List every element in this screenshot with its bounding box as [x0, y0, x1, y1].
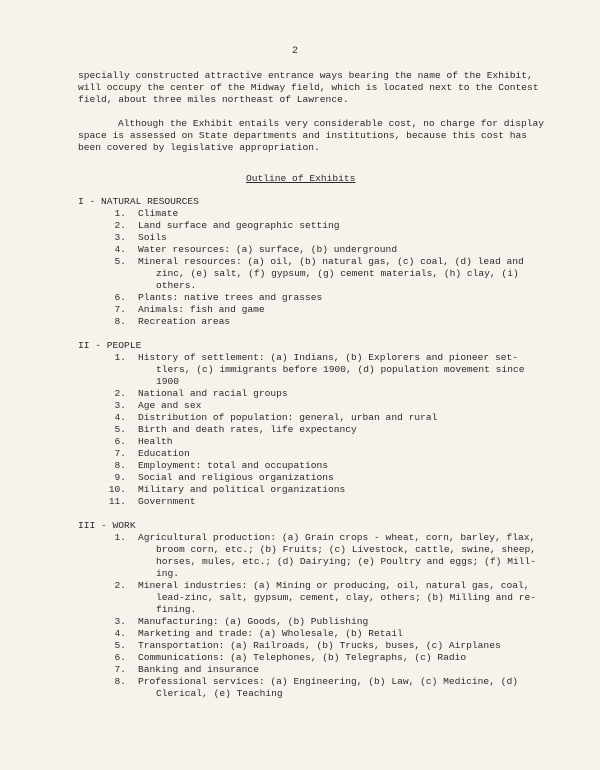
list-item: Mineral resources: (a) oil, (b) natural gas, (c) coal, (d) lead and — [138, 256, 524, 267]
list-item: History of settlement: (a) Indians, (b) Explorers and pioneer set- — [138, 352, 518, 363]
list-item-cont: Clerical, (e) Teaching — [156, 688, 283, 699]
list-item: Employment: total and occupations — [138, 460, 328, 471]
item-number: 4. — [114, 412, 126, 423]
item-number: 6. — [114, 652, 126, 663]
list-item: Birth and death rates, life expectancy — [138, 424, 357, 435]
item-number: 3. — [114, 232, 126, 243]
list-item: Distribution of population: general, urban and rural — [138, 412, 438, 423]
list-item-cont: broom corn, etc.; (b) Fruits; (c) Livestock, cattle, swine, sheep, — [156, 544, 536, 555]
list-item: Mineral industries: (a) Mining or producing, oil, natural gas, coal, — [138, 580, 530, 591]
item-number: 9. — [114, 472, 126, 483]
item-number: 11. — [108, 496, 126, 507]
item-number: 7. — [114, 448, 126, 459]
section-heading: II - PEOPLE — [78, 340, 142, 351]
list-item: Climate — [138, 208, 179, 219]
list-item: Plants: native trees and grasses — [138, 292, 323, 303]
outline-title: Outline of Exhibits — [246, 173, 356, 184]
list-item: Education — [138, 448, 190, 459]
item-number: 10. — [108, 484, 126, 495]
item-number: 5. — [114, 640, 126, 651]
intro-line: field, about three miles northeast of Lawrence. — [78, 94, 349, 105]
list-item: Communications: (a) Telephones, (b) Telegraphs, (c) Radio — [138, 652, 467, 663]
item-number: 1. — [114, 208, 126, 219]
list-item-cont: ing. — [156, 568, 180, 579]
item-number: 1. — [114, 532, 126, 543]
list-item: Land surface and geographic setting — [138, 220, 340, 231]
list-item: Banking and insurance — [138, 664, 259, 675]
item-number: 5. — [114, 256, 126, 267]
intro-line: will occupy the center of the Midway field, which is located next to the Contest — [78, 82, 539, 93]
intro-line: space is assessed on State departments and institutions, because this cost has — [78, 130, 528, 141]
item-number: 7. — [114, 304, 126, 315]
item-number: 3. — [114, 616, 126, 627]
item-number: 2. — [114, 220, 126, 231]
list-item: Soils — [138, 232, 167, 243]
list-item: Marketing and trade: (a) Wholesale, (b) Retail — [138, 628, 403, 639]
list-item-cont: tlers, (c) immigrants before 1900, (d) population movement since — [156, 364, 525, 375]
list-item: Social and religious organizations — [138, 472, 334, 483]
list-item: Animals: fish and game — [138, 304, 265, 315]
list-item: Recreation areas — [138, 316, 231, 327]
item-number: 8. — [114, 460, 126, 471]
list-item: Manufacturing: (a) Goods, (b) Publishing — [138, 616, 369, 627]
item-number: 8. — [114, 316, 126, 327]
list-item: Professional services: (a) Engineering, (b) Law, (c) Medicine, (d) — [138, 676, 518, 687]
list-item: Government — [138, 496, 196, 507]
item-number: 6. — [114, 436, 126, 447]
intro-line: Although the Exhibit entails very considerable cost, no charge for display — [118, 118, 545, 129]
list-item: Transportation: (a) Railroads, (b) Trucks, buses, (c) Airplanes — [138, 640, 501, 651]
list-item-cont: fining. — [156, 604, 197, 615]
list-item-cont: 1900 — [156, 376, 180, 387]
section-heading: I - NATURAL RESOURCES — [78, 196, 199, 207]
item-number: 5. — [114, 424, 126, 435]
item-number: 6. — [114, 292, 126, 303]
item-number: 1. — [114, 352, 126, 363]
list-item-cont: lead-zinc, salt, gypsum, cement, clay, others; (b) Milling and re- — [156, 592, 536, 603]
item-number: 4. — [114, 628, 126, 639]
section-heading: III - WORK — [78, 520, 136, 531]
list-item: Military and political organizations — [138, 484, 346, 495]
list-item-cont: zinc, (e) salt, (f) gypsum, (g) cement materials, (h) clay, (i) — [156, 268, 519, 279]
item-number: 3. — [114, 400, 126, 411]
list-item: Health — [138, 436, 173, 447]
item-number: 7. — [114, 664, 126, 675]
item-number: 2. — [114, 388, 126, 399]
intro-line: specially constructed attractive entrance ways bearing the name of the Exhibit, — [78, 70, 533, 81]
list-item: Agricultural production: (a) Grain crops - wheat, corn, barley, flax, — [138, 532, 536, 543]
item-number: 2. — [114, 580, 126, 591]
list-item: National and racial groups — [138, 388, 288, 399]
intro-line: been covered by legislative appropriation. — [78, 142, 320, 153]
list-item-cont: horses, mules, etc.; (d) Dairying; (e) Poultry and eggs; (f) Mill- — [156, 556, 536, 567]
list-item: Water resources: (a) surface, (b) underground — [138, 244, 398, 255]
item-number: 8. — [114, 676, 126, 687]
list-item: Age and sex — [138, 400, 202, 411]
page-number: 2 — [292, 46, 299, 57]
list-item-cont: others. — [156, 280, 197, 291]
item-number: 4. — [114, 244, 126, 255]
